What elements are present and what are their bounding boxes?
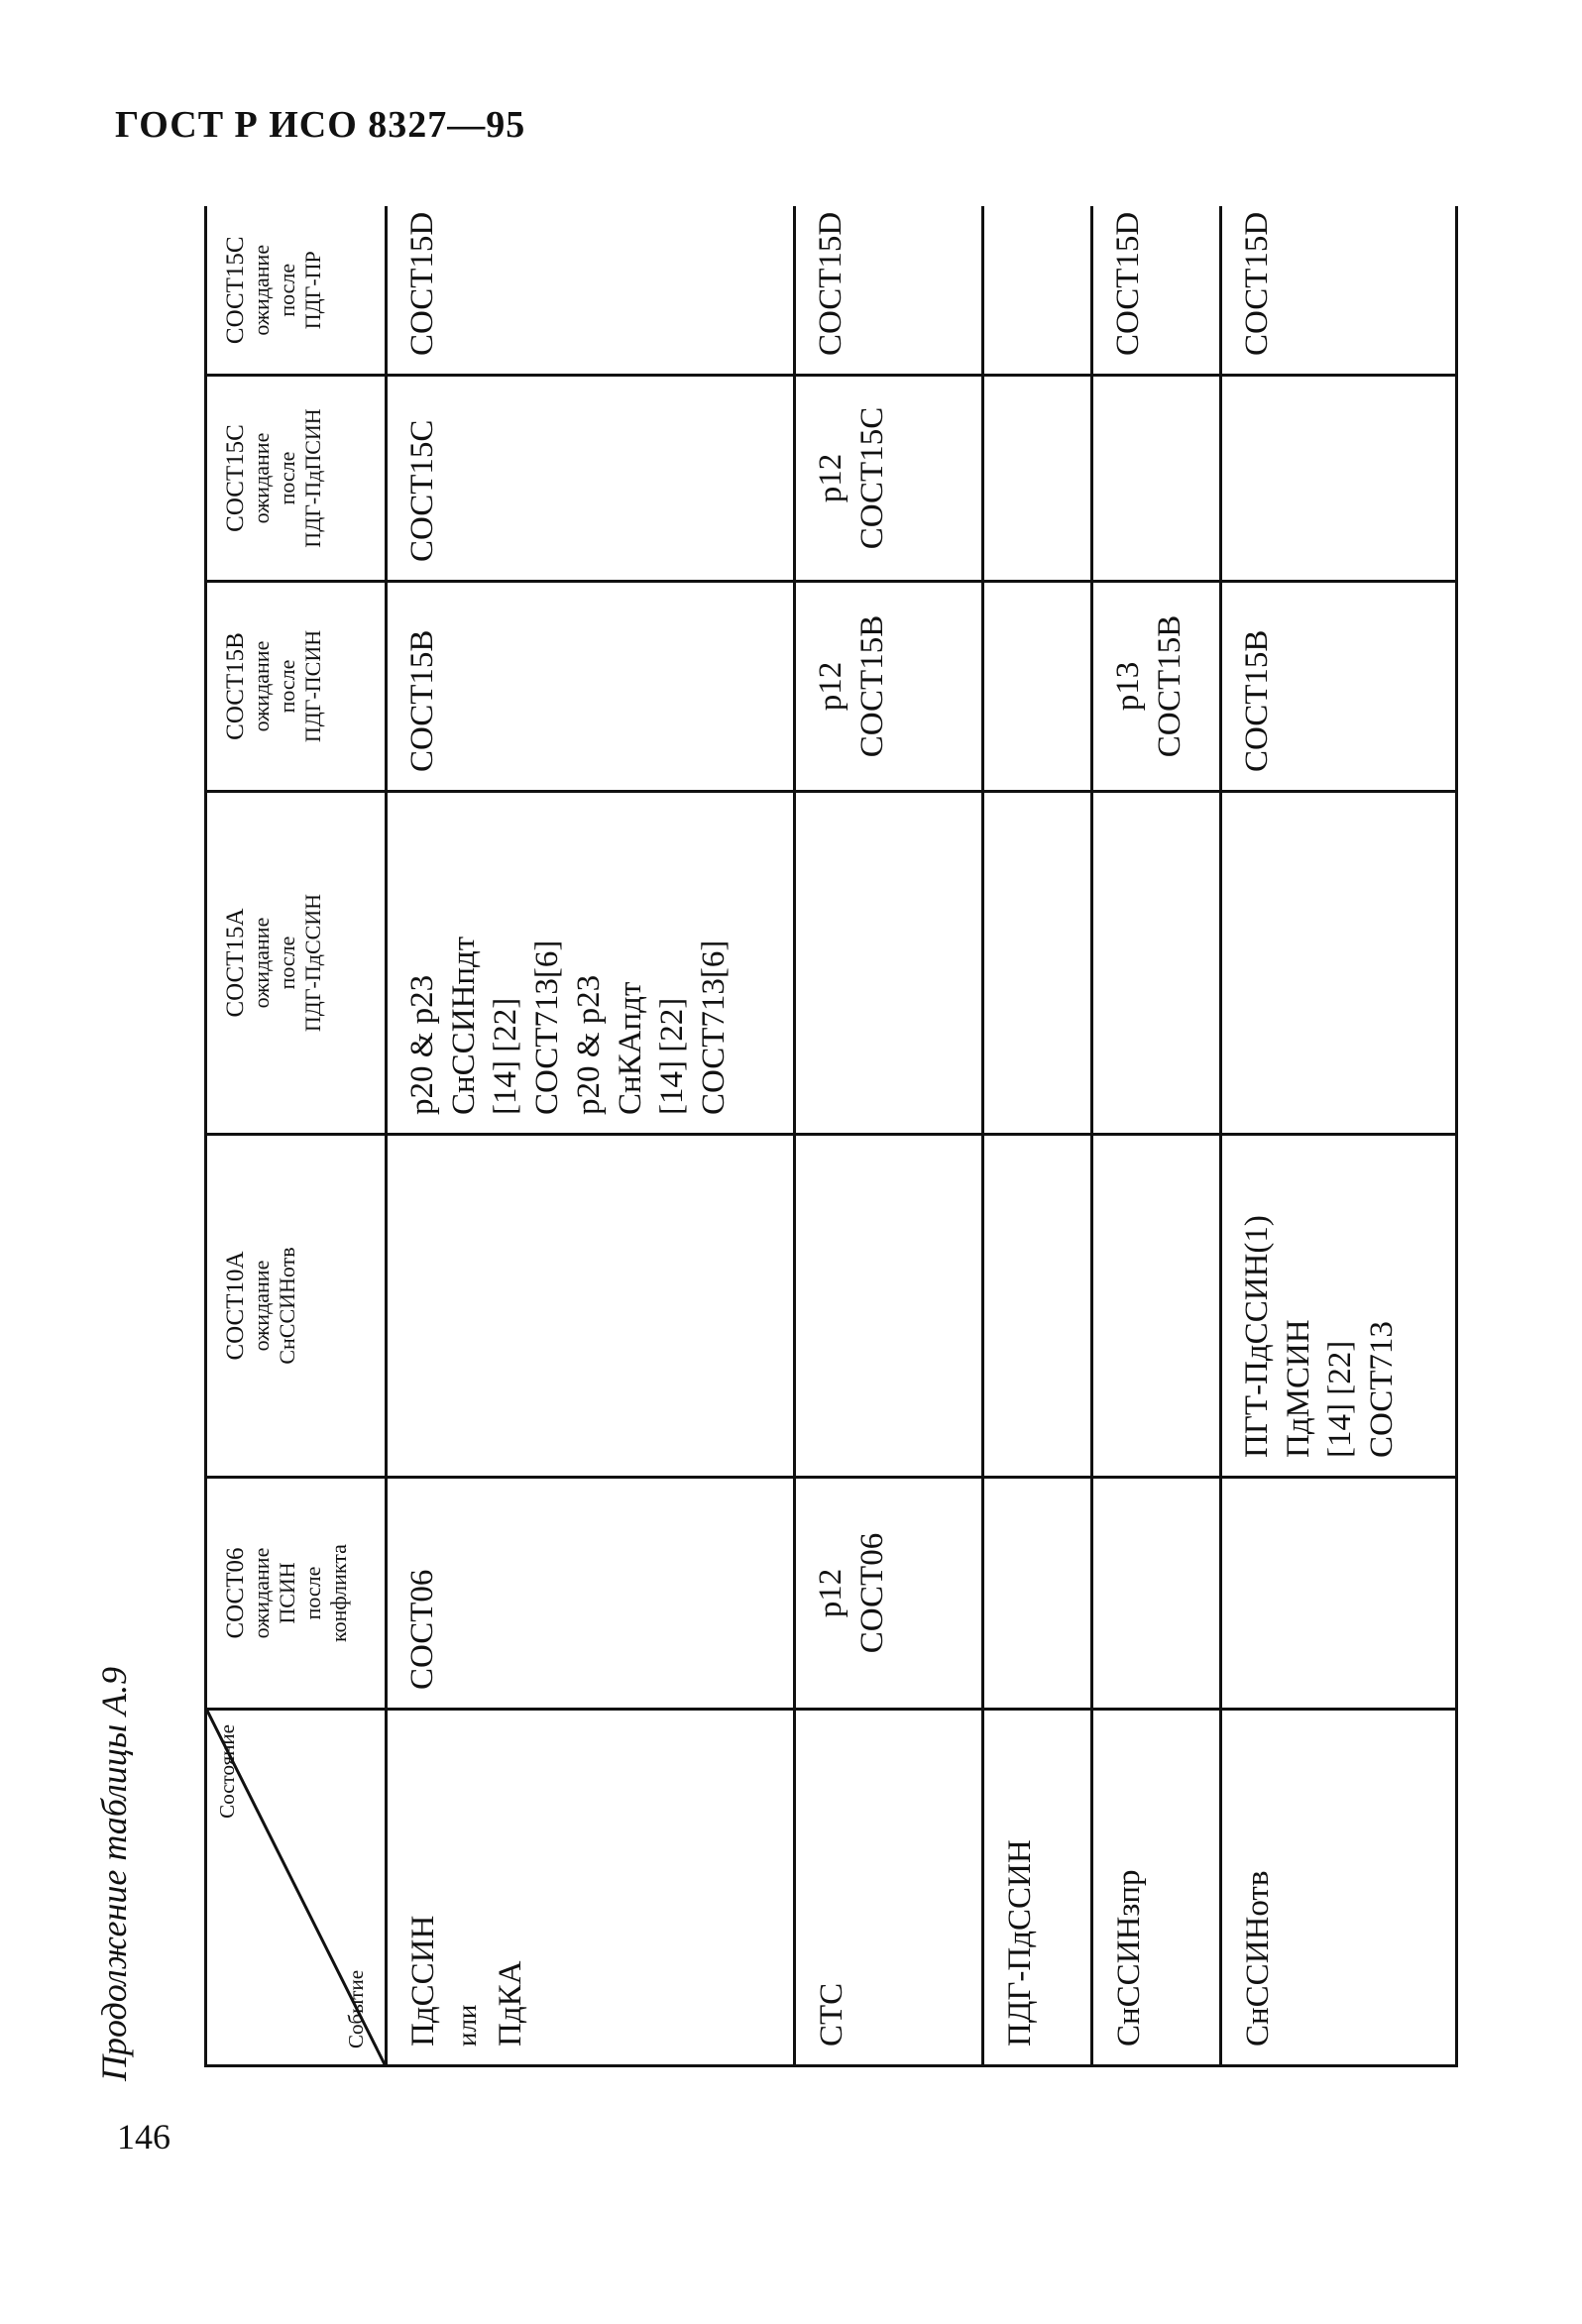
value-line: [14] [22] (1322, 1340, 1358, 1458)
column-header-c15a (206, 792, 387, 1135)
value-cell (983, 1478, 1092, 1710)
event-cell (795, 1710, 983, 2066)
value-cell (983, 792, 1092, 1135)
column-header-line: ожидание (249, 432, 274, 524)
event-cell (387, 1710, 795, 2066)
value-cell (1092, 582, 1221, 792)
value-line: p12 (813, 453, 848, 503)
column-header-line: ПДГ-ПСИН (300, 629, 325, 743)
value-line: СОСТ06 (404, 1569, 440, 1690)
column-header-line: ожидание (249, 244, 274, 336)
column-header-line: СОСТ10А (222, 1251, 249, 1361)
event-cell (983, 1710, 1092, 2066)
table-row (1221, 207, 1457, 2066)
value-cell (795, 1478, 983, 1710)
value-line: p20 & p23 (404, 974, 440, 1115)
value-cell (1092, 792, 1221, 1135)
event-line: или (452, 2004, 482, 2047)
value-cell (387, 376, 795, 582)
column-header-line: СОСТ15С (222, 424, 249, 532)
corner-cell (206, 1710, 387, 2066)
event-line: ПДГ-ПдССИН (1002, 1839, 1038, 2047)
value-line: p20 & p23 (571, 974, 607, 1115)
event-line: СнССИНзпр (1111, 1869, 1147, 2047)
table-row (387, 207, 795, 2066)
value-line: СОСТ15В (1152, 614, 1187, 758)
value-line: СнССИНпдт (446, 936, 482, 1115)
event-line: СнССИНотв (1240, 1870, 1276, 2047)
event-line: ПдКА (493, 1960, 528, 2047)
value-cell (1092, 1135, 1221, 1478)
value-cell (387, 1135, 795, 1478)
value-line: p12 (813, 1568, 848, 1618)
column-header-line: после (275, 451, 299, 505)
value-cell (983, 1135, 1092, 1478)
column-header-line: ПДГ-ПдССИН (300, 893, 325, 1033)
value-line: p12 (813, 661, 848, 712)
column-header-line: СОСТ06 (222, 1547, 249, 1639)
column-header-line: ожидание (249, 1260, 274, 1352)
column-header-c10a (206, 1135, 387, 1478)
event-cell (1221, 1710, 1457, 2066)
value-cell (795, 207, 983, 376)
event-cell (1092, 1710, 1221, 2066)
column-header-line: после (275, 263, 299, 317)
column-header-line: СОСТ15С (222, 236, 249, 345)
table-row (795, 207, 983, 2066)
column-header-line: конфликта (326, 1544, 351, 1642)
column-header-line: СОСТ15В (222, 632, 249, 740)
column-header-line: ожидание (249, 1547, 274, 1639)
value-cell (983, 376, 1092, 582)
rotated-table-wrapper (204, 208, 1458, 2067)
column-header-c15b (206, 582, 387, 792)
value-cell (1221, 792, 1457, 1135)
column-header-line: ПДГ-ПР (300, 251, 325, 330)
value-line: СОСТ713[6] (529, 940, 565, 1115)
corner-state-label: Состояние (215, 1724, 239, 1819)
value-line: [14] [22] (654, 997, 690, 1115)
header-row (206, 207, 387, 2066)
value-cell (1221, 376, 1457, 582)
value-cell (387, 792, 795, 1135)
value-cell (1221, 207, 1457, 376)
value-cell (1092, 207, 1221, 376)
value-line: ПГТ-ПдССИН(1) (1239, 1215, 1275, 1458)
column-header-line: после (300, 1566, 325, 1620)
corner-event-label: Событие (344, 1969, 368, 2048)
column-header-line: ожидание (249, 917, 274, 1009)
value-line: СОСТ15D (1110, 211, 1146, 356)
value-line: СОСТ15С (854, 406, 890, 550)
page-number: 146 (117, 2117, 170, 2157)
event-line: ПдССИН (405, 1915, 441, 2047)
value-cell (983, 582, 1092, 792)
value-cell (1221, 1478, 1457, 1710)
value-cell (387, 582, 795, 792)
column-header-line: СОСТ15А (222, 908, 249, 1018)
column-header-c15c (206, 376, 387, 582)
table-row (983, 207, 1092, 2066)
table-row (1092, 207, 1221, 2066)
value-cell (387, 207, 795, 376)
column-header-c15c2 (206, 207, 387, 376)
column-header-line: после (275, 659, 299, 714)
column-header-line: СнССИНотв (275, 1247, 299, 1365)
document-header: ГОСТ Р ИСО 8327—95 (115, 104, 526, 146)
value-line: p13 (1110, 661, 1146, 712)
value-cell (1221, 1135, 1457, 1478)
value-line: СОСТ15В (854, 614, 890, 758)
value-line: ПдМСИН (1281, 1319, 1316, 1458)
value-line: СОСТ15В (404, 629, 440, 772)
event-line: СТС (814, 1982, 849, 2047)
value-line: СОСТ15С (404, 419, 440, 562)
value-line: СОСТ15D (813, 211, 848, 356)
table-caption: Продолжение таблицы А.9 (94, 1666, 134, 2081)
value-line: СОСТ06 (854, 1532, 890, 1654)
value-cell (1092, 1478, 1221, 1710)
value-cell (795, 376, 983, 582)
value-cell (1092, 376, 1221, 582)
value-cell (983, 207, 1092, 376)
value-line: СОСТ15В (1239, 629, 1275, 772)
value-cell (795, 1135, 983, 1478)
column-header-line: ПДГ-ПдПСИН (300, 408, 325, 548)
value-cell (795, 582, 983, 792)
value-line: СнКАпдт (613, 981, 648, 1115)
value-cell (1221, 582, 1457, 792)
value-line: [14] [22] (488, 997, 523, 1115)
column-header-line: ПСИН (275, 1562, 299, 1624)
state-transition-table (204, 207, 1458, 2068)
value-cell (387, 1478, 795, 1710)
column-header-line: ожидание (249, 640, 274, 732)
value-cell (795, 792, 983, 1135)
value-line: СОСТ713 (1364, 1321, 1400, 1458)
value-line: СОСТ713[6] (696, 940, 732, 1115)
value-line: СОСТ15D (404, 211, 440, 356)
column-header-line: после (275, 936, 299, 990)
column-header-c06 (206, 1478, 387, 1710)
value-line: СОСТ15D (1239, 211, 1275, 356)
